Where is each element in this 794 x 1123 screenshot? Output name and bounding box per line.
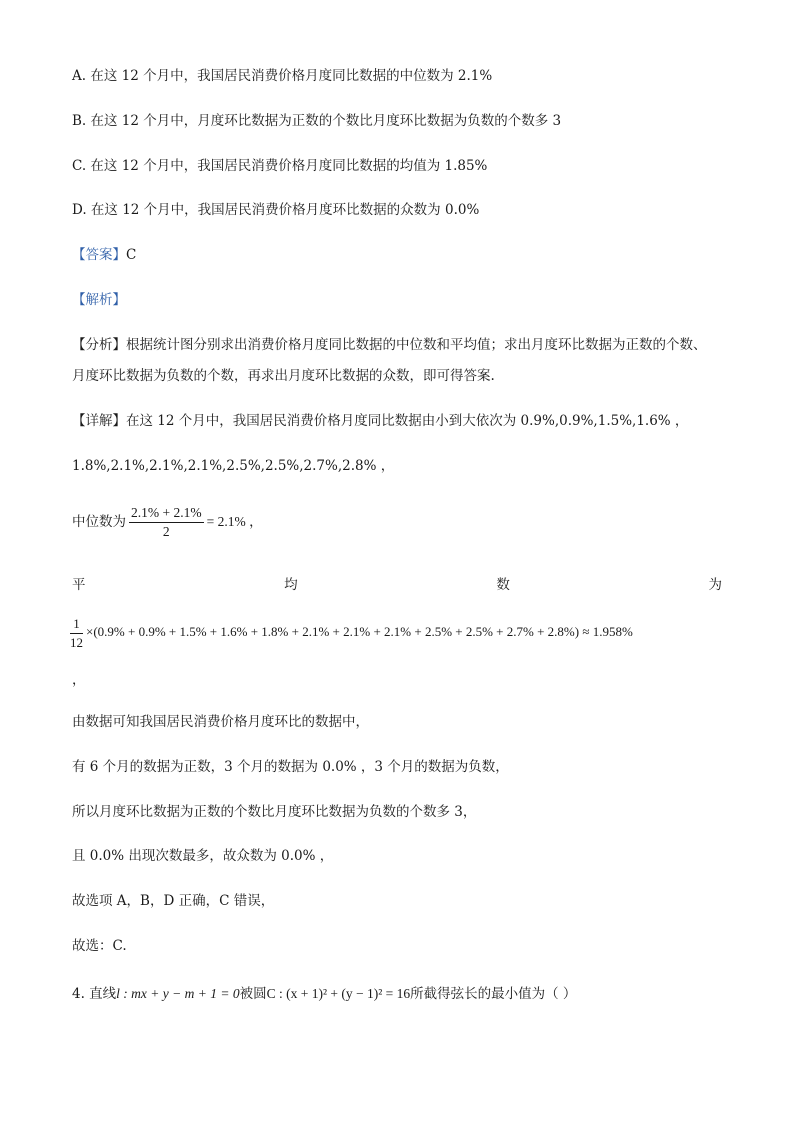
analysis-heading-tag: 【解析】 (72, 292, 126, 308)
mean-trailing-comma: ， (72, 672, 86, 688)
mean-word-3: 数 (496, 577, 510, 593)
line-equation: l : mx + y − m + 1 = 0 (116, 986, 240, 1001)
question-4-prefix: 4. 直线 (72, 986, 117, 1002)
median-numerator: 2.1% + 2.1% (129, 504, 204, 523)
detail-tag: 【详解】 (72, 413, 126, 429)
question-4-mid: 被圆 (239, 986, 267, 1002)
mean-expression: ×(0.9% + 0.9% + 1.5% + 1.6% + 1.8% + 2.1% + 2.1% + 2.1% + 2.5% + 2.5% + 2.7% + 2.8%) ≈ 1.958% (86, 624, 633, 639)
detail-line-1 (72, 411, 688, 431)
detail-line-d: 且 0.0% 出现次数最多，故众数为 0.0% ， (72, 848, 334, 864)
option-a: A. 在这 12 个月中，我国居民消费价格月度同比数据的中位数为 2.1% (72, 68, 493, 84)
mean-formula (70, 612, 633, 652)
analysis-line-2: 月度环比数据为负数的个数，再求出月度环比数据的众数，即可得答案. (72, 368, 495, 384)
question-4-suffix: 所截得弦长的最小值为（ ） (410, 986, 577, 1002)
answer-tag: 【答案】 (72, 247, 126, 263)
mean-word-4: 为 (708, 577, 722, 593)
detail-line-e: 故选项 A，B，D 正确，C 错误， (72, 893, 275, 909)
detail-line-a: 由数据可知我国居民消费价格月度环比的数据中， (72, 714, 369, 730)
detail-line-2: 1.8%,2.1%,2.1%,2.1%,2.5%,2.5%,2.7%,2.8% ， (72, 458, 395, 474)
analysis-line-1 (72, 335, 707, 355)
mean-word-1: 平 (72, 577, 86, 593)
option-b: B. 在这 12 个月中，月度环比数据为正数的个数比月度环比数据为负数的个数多 3 (72, 113, 562, 129)
option-c: C. 在这 12 个月中，我国居民消费价格月度同比数据的均值为 1.85% (72, 158, 488, 174)
detail-line-b: 有 6 个月的数据为正数，3 个月的数据为 0.0% ，3 个月的数据为负数， (72, 759, 509, 775)
median-result: = 2.1% ， (206, 514, 263, 529)
analysis-text-1: 根据统计图分别求出消费价格月度同比数据的中位数和平均值；求出月度环比数据为正数的个数、 (126, 337, 707, 353)
mean-numerator: 1 (70, 615, 83, 634)
detail-line-c: 所以月度环比数据为正数的个数比月度环比数据为负数的个数多 3， (72, 804, 477, 820)
circle-equation: C : (x + 1)² + (y − 1)² = 16 (266, 986, 411, 1001)
question-4 (72, 984, 576, 1004)
median-denominator: 2 (162, 524, 170, 539)
analysis-heading (72, 290, 126, 310)
median-fraction (129, 504, 204, 541)
mean-fraction (70, 615, 83, 652)
answer-value: C (126, 247, 137, 263)
analysis-tag: 【分析】 (72, 337, 126, 353)
mean-label-spread (72, 575, 722, 595)
mean-word-2: 均 (284, 577, 298, 593)
median-line (72, 502, 263, 542)
answer-line (72, 245, 136, 265)
median-label: 中位数为 (72, 514, 126, 530)
detail-line-f: 故选：C. (72, 938, 127, 954)
mean-denominator: 12 (70, 634, 83, 650)
option-d: D. 在这 12 个月中，我国居民消费价格月度环比数据的众数为 0.0% (72, 202, 480, 218)
detail-text-1: 在这 12 个月中，我国居民消费价格月度同比数据由小到大依次为 0.9%,0.9%,1.5%,1.6% ， (126, 413, 689, 429)
